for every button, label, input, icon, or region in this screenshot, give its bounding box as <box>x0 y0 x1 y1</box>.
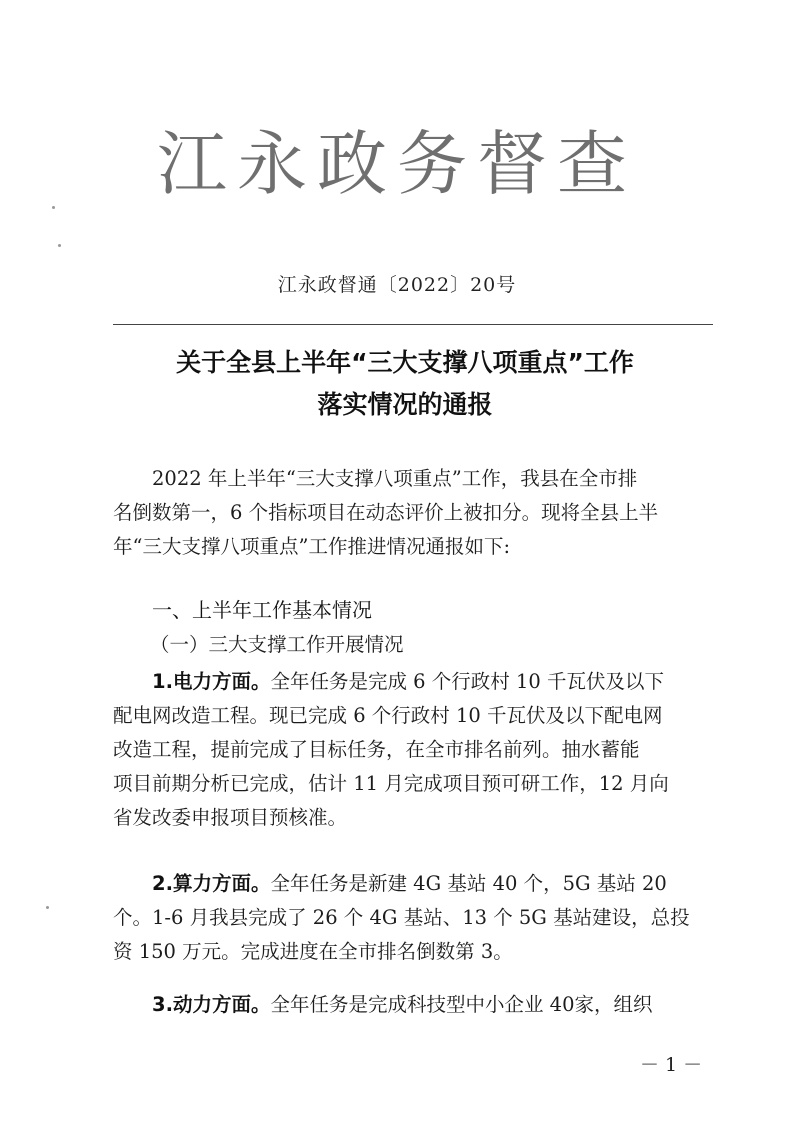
scan-speck <box>46 906 49 909</box>
item-power-line-1: 全年任务是完成科技型中小企业 40家，组织 <box>270 993 653 1016</box>
item-power-lead: 3.动力方面。 <box>152 993 271 1016</box>
item-electricity-line-5: 省发改委申报项目预核准。 <box>113 806 348 829</box>
section-heading-1: 一、上半年工作基本情况 <box>152 598 372 622</box>
page-number: － 1 － <box>640 1054 703 1076</box>
item-electricity <box>113 665 709 835</box>
item-electricity-line-1: 全年任务是完成 6 个行政村 10 千瓦伏及以下 <box>270 670 664 693</box>
item-computing-line-3: 资 150 万元。完成进度在全市排名倒数第 3。 <box>113 940 513 963</box>
item-computing <box>113 867 709 969</box>
masthead-title: 江永政务督查 <box>157 123 637 205</box>
document-title-line-2: 落实情况的通报 <box>317 390 493 419</box>
document-number: 江永政督通〔2022〕20号 <box>277 274 517 296</box>
intro-paragraph <box>113 462 709 564</box>
header-divider <box>113 324 713 325</box>
intro-line-3: 年“三大支撑八项重点”工作推进情况通报如下: <box>113 535 511 558</box>
item-power <box>113 988 709 1022</box>
document-title-line-1: 关于全县上半年“三大支撑八项重点”工作 <box>176 348 634 377</box>
item-computing-lead: 2.算力方面。 <box>152 872 271 895</box>
subsection-heading-1: （一）三大支撑工作开展情况 <box>150 633 404 656</box>
item-electricity-line-4: 项目前期分析已完成，估计 11 月完成项目预可研工作，12 月向 <box>113 772 669 795</box>
item-computing-line-2: 个。1-6 月我县完成了 26 个 4G 基站、13 个 5G 基站建设，总投 <box>113 906 690 929</box>
item-electricity-line-2: 配电网改造工程。现已完成 6 个行政村 10 千瓦伏及以下配电网 <box>113 704 663 727</box>
scan-speck <box>52 206 55 209</box>
item-electricity-line-3: 改造工程，提前完成了目标任务，在全市排名前列。抽水蓄能 <box>113 738 640 761</box>
intro-line-2: 名倒数第一，6 个指标项目在动态评价上被扣分。现将全县上半 <box>113 501 659 524</box>
intro-line-1: 2022 年上半年“三大支撑八项重点”工作，我县在全市排 <box>152 467 638 490</box>
scan-speck <box>58 244 61 247</box>
item-computing-line-1: 全年任务是新建 4G 基站 40 个，5G 基站 20 <box>270 872 667 895</box>
item-electricity-lead: 1.电力方面。 <box>152 670 271 693</box>
